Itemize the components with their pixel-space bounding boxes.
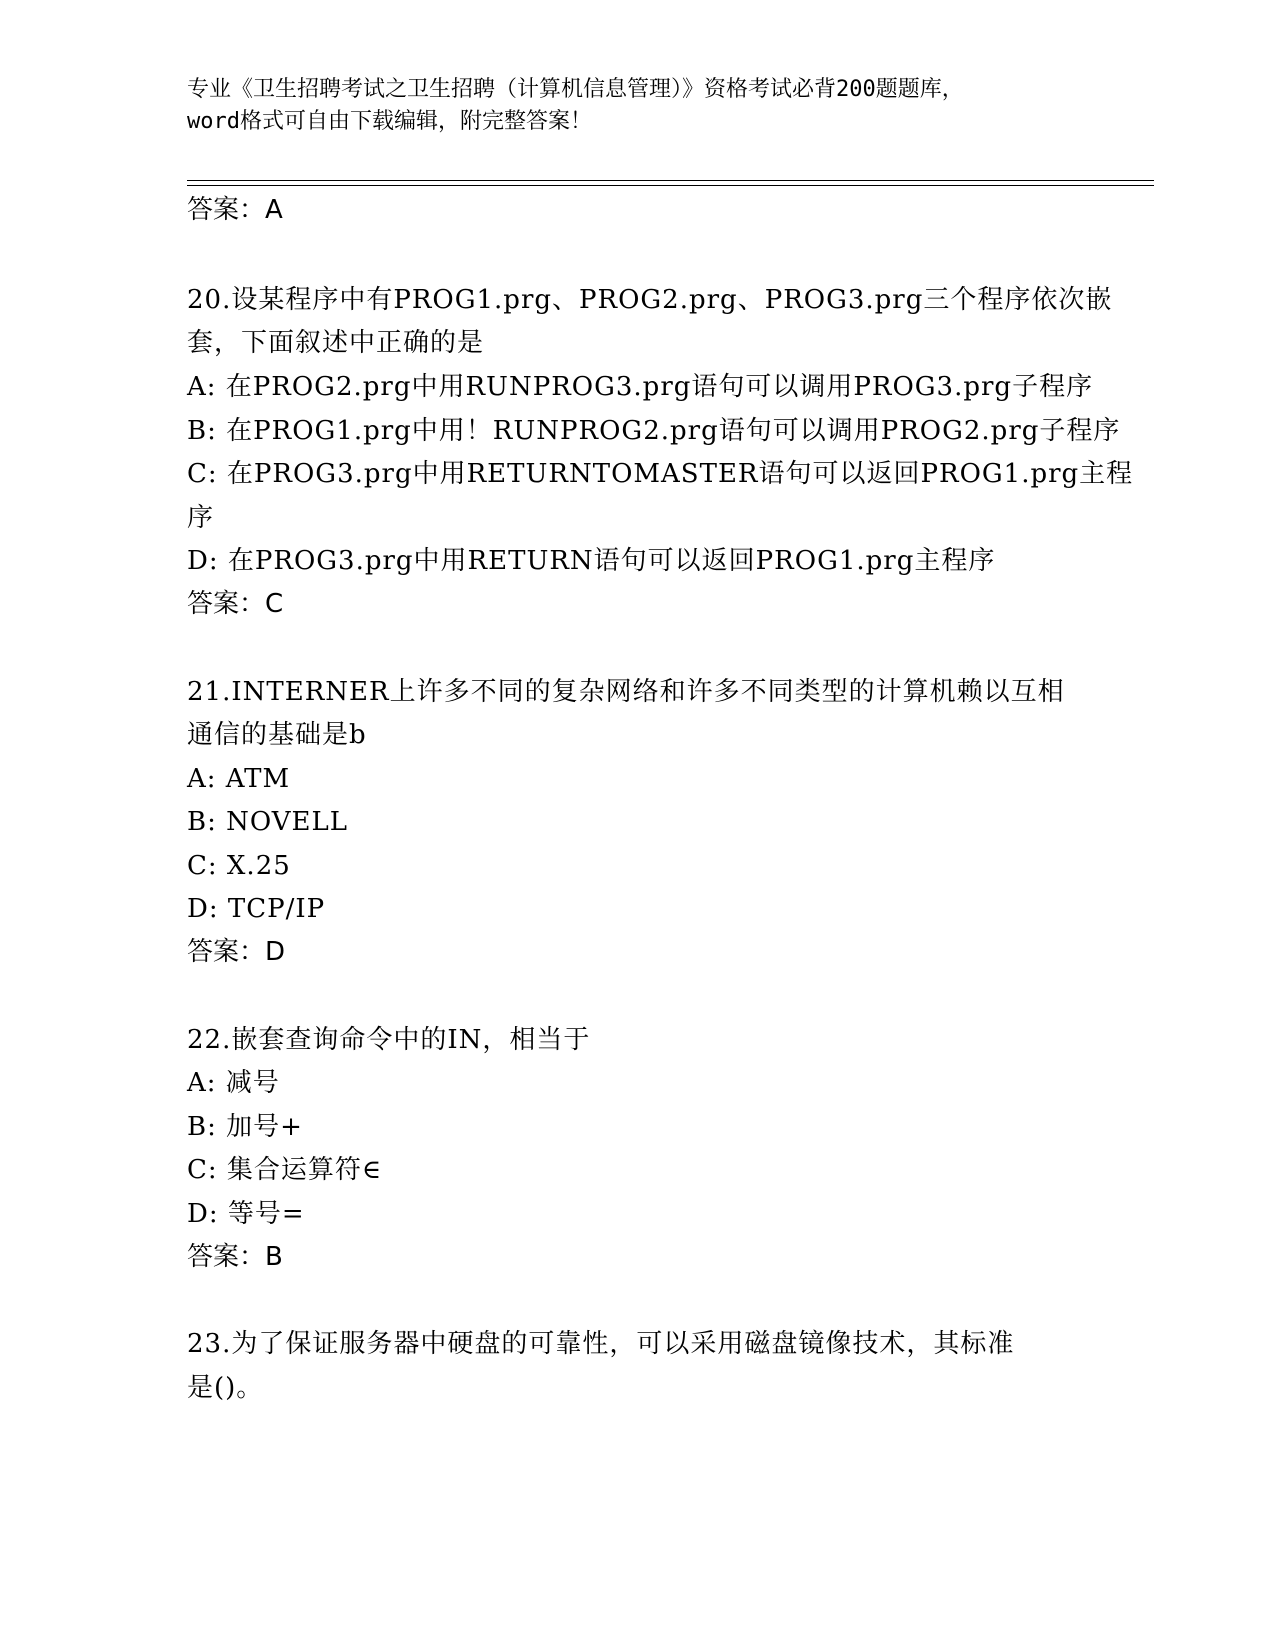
- header-line-2: word格式可自由下载编辑，附完整答案！: [187, 109, 592, 134]
- q21-stem-line-1: 21.INTERNER上许多不同的复杂网络和许多不同类型的计算机赖以互相: [187, 677, 1065, 707]
- q21-option-c: C: X.25: [187, 851, 291, 881]
- q20-option-b: B: 在PROG1.prg中用！RUNPROG2.prg语句可以调用PROG2.prg子程序: [187, 416, 1121, 446]
- q23-stem-line-1: 23.为了保证服务器中硬盘的可靠性，可以采用磁盘镜像技术，其标准: [187, 1329, 1015, 1359]
- q20-stem-line-2: 套，下面叙述中正确的是: [187, 328, 485, 358]
- q21-stem-line-2: 通信的基础是b: [187, 720, 367, 750]
- q21-answer: 答案：D: [187, 937, 286, 967]
- q20-stem-line-1: 20.设某程序中有PROG1.prg、PROG2.prg、PROG3.prg三个程序依次嵌: [187, 285, 1113, 315]
- header-line-1: 专业《卫生招聘考试之卫生招聘（计算机信息管理）》资格考试必背200题题库，: [187, 77, 964, 102]
- q21-option-a: A: ATM: [187, 764, 291, 794]
- q23-stem-line-2: 是()。: [187, 1373, 264, 1403]
- header-divider-top: [187, 180, 1154, 181]
- q22-option-a: A: 减号: [187, 1068, 280, 1098]
- q22-option-c: C: 集合运算符∈: [187, 1155, 383, 1185]
- q20-option-d: D: 在PROG3.prg中用RETURN语句可以返回PROG1.prg主程序: [187, 546, 996, 576]
- q21-option-b: B: NOVELL: [187, 807, 349, 837]
- q22-option-d: D: 等号=: [187, 1199, 305, 1229]
- q20-option-c-line-1: C: 在PROG3.prg中用RETURNTOMASTER语句可以返回PROG1.prg主程: [187, 459, 1134, 489]
- document-header: [187, 74, 1087, 138]
- q19-answer: 答案：A: [187, 195, 283, 225]
- q22-answer: 答案：B: [187, 1242, 283, 1272]
- q20-option-c-line-2: 序: [187, 503, 215, 533]
- q20-option-a: A: 在PROG2.prg中用RUNPROG3.prg语句可以调用PROG3.prg子程序: [187, 372, 1094, 402]
- header-divider-bottom: [187, 185, 1154, 186]
- q22-stem: 22.嵌套查询命令中的IN，相当于: [187, 1025, 591, 1055]
- q22-option-b: B: 加号+: [187, 1112, 303, 1142]
- q20-answer: 答案：C: [187, 589, 284, 619]
- q21-option-d: D: TCP/IP: [187, 894, 326, 924]
